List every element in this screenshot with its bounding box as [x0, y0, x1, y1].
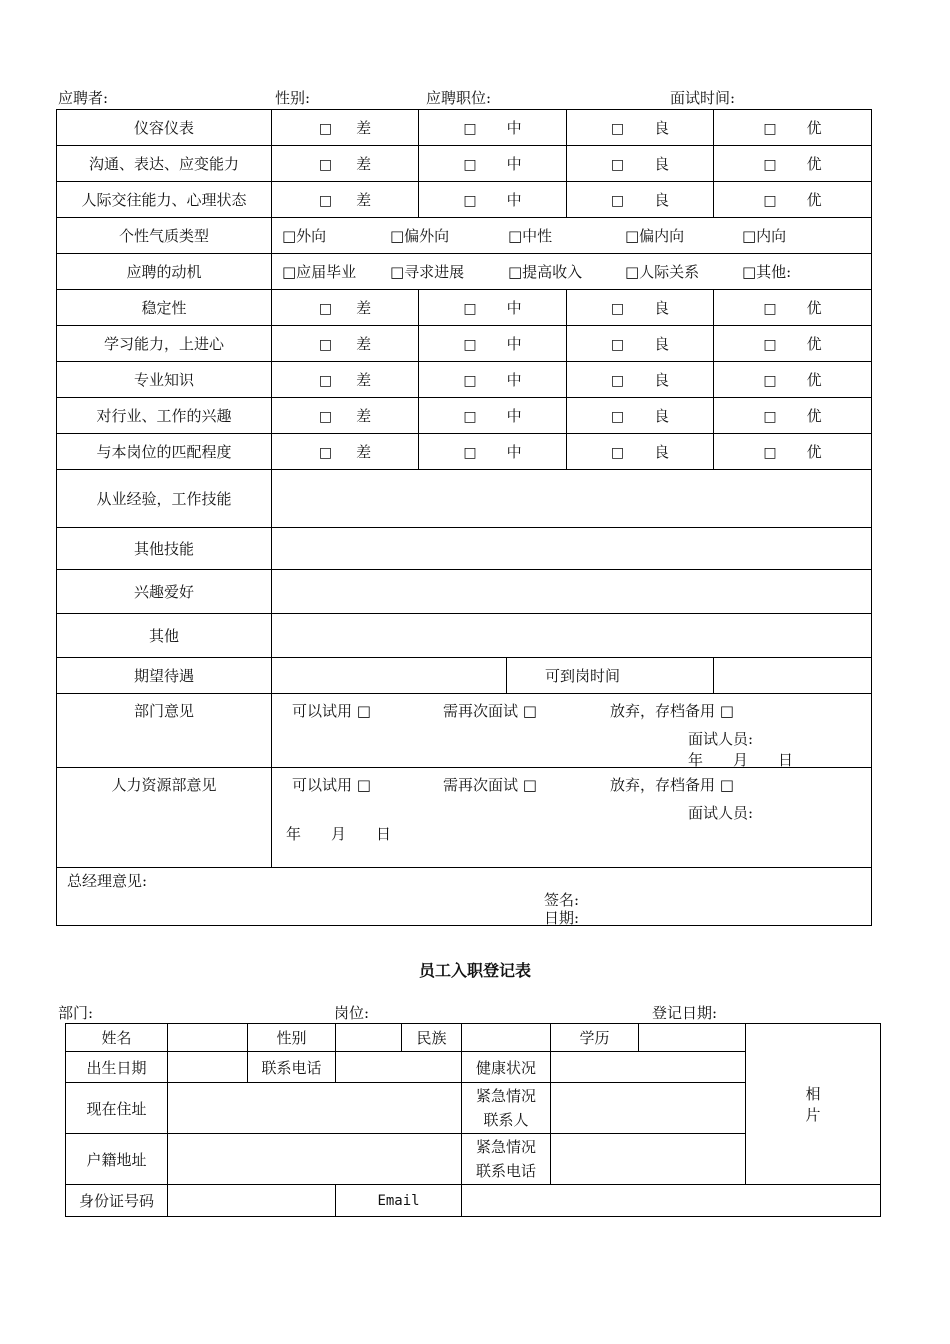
rating-option[interactable]: [714, 398, 872, 434]
rating-option[interactable]: [714, 290, 872, 326]
label-line: 联系人: [483, 1111, 529, 1129]
emergency-contact-field[interactable]: [551, 1083, 746, 1134]
experience-field[interactable]: [272, 470, 872, 528]
checkbox[interactable]: □: [463, 409, 477, 425]
row-label: 从业经验，工作技能: [57, 470, 272, 528]
ethnicity-label: 民族: [402, 1024, 462, 1052]
option[interactable]: □人际关系: [625, 263, 700, 281]
rating-option[interactable]: [419, 290, 567, 326]
name-field[interactable]: [168, 1024, 248, 1052]
dept-opinion-cell[interactable]: [272, 694, 872, 768]
checkbox[interactable]: □: [318, 445, 333, 461]
checkbox[interactable]: □: [318, 121, 333, 137]
hr-opinion-row: [57, 768, 872, 868]
rating-level: 差: [356, 371, 372, 389]
arrival-time-label: 可到岗时间: [507, 658, 714, 694]
hobbies-field[interactable]: [272, 570, 872, 614]
rating-level: 中: [506, 443, 522, 461]
checkbox[interactable]: □: [610, 301, 625, 317]
rating-level: 优: [806, 191, 822, 209]
onboarding-table: [65, 1023, 881, 1217]
rating-option[interactable]: [714, 182, 872, 218]
checkbox[interactable]: □: [763, 337, 777, 353]
rating-option[interactable]: [272, 434, 419, 470]
rating-option[interactable]: [714, 110, 872, 146]
arrival-time-field[interactable]: [714, 658, 872, 694]
archive-option[interactable]: 放弃，存档备用 □: [610, 702, 734, 720]
row-label: 个性气质类型: [57, 218, 272, 254]
interviewer-label: 面试人员:: [688, 804, 754, 822]
checkbox[interactable]: □: [463, 193, 477, 209]
rating-option[interactable]: [419, 326, 567, 362]
applicant-label: 应聘者:: [58, 89, 109, 107]
rating-row: [57, 110, 872, 146]
rating-level: 良: [654, 443, 670, 461]
expected-salary-field[interactable]: [272, 658, 507, 694]
rating-level: 良: [654, 191, 670, 209]
try-option[interactable]: 可以试用 □: [292, 702, 371, 720]
id-number-field[interactable]: [168, 1185, 336, 1217]
interview-evaluation-table: [56, 109, 872, 926]
rating-option[interactable]: [272, 182, 419, 218]
rating-level: 优: [806, 371, 822, 389]
checkbox[interactable]: □: [763, 193, 777, 209]
row-label: 人际交往能力、心理状态: [57, 182, 272, 218]
rating-level: 中: [506, 371, 522, 389]
rating-level: 优: [806, 299, 822, 317]
rating-option[interactable]: [419, 146, 567, 182]
health-label: 健康状况: [462, 1052, 551, 1083]
photo-label: 相: [805, 1085, 821, 1103]
label-line: 紧急情况: [476, 1087, 537, 1105]
checkbox[interactable]: □: [463, 121, 477, 137]
row-label: 应聘的动机: [57, 254, 272, 290]
rating-level: 优: [806, 407, 822, 425]
phone-field[interactable]: [336, 1052, 462, 1083]
photo-cell[interactable]: [746, 1024, 881, 1185]
checkbox[interactable]: □: [763, 445, 777, 461]
ethnicity-field[interactable]: [462, 1024, 551, 1052]
position-label: 应聘职位:: [426, 89, 492, 107]
rating-row: [57, 434, 872, 470]
rating-level: 良: [654, 371, 670, 389]
hr-opinion-cell[interactable]: [272, 768, 872, 868]
other-skills-row: [57, 528, 872, 570]
checkbox[interactable]: □: [763, 121, 777, 137]
rating-option[interactable]: [567, 182, 714, 218]
rating-level: 优: [806, 443, 822, 461]
signature-label: 签名:: [544, 891, 580, 909]
rating-level: 差: [356, 119, 372, 137]
option[interactable]: □偏内向: [625, 227, 685, 245]
checkbox[interactable]: □: [763, 409, 777, 425]
gender-label: 性别:: [275, 89, 311, 107]
row-label: 其他技能: [57, 528, 272, 570]
rating-level: 差: [356, 407, 372, 425]
birth-label: 出生日期: [66, 1052, 168, 1083]
email-label: Email: [336, 1185, 462, 1217]
rating-row: [57, 362, 872, 398]
row-label: 期望待遇: [57, 658, 272, 694]
date-label: 年 月 日: [286, 825, 392, 843]
rating-level: 中: [506, 407, 522, 425]
rating-row: [57, 398, 872, 434]
rating-level: 良: [654, 119, 670, 137]
option[interactable]: □外向: [282, 227, 327, 245]
emergency-contact-label: [462, 1083, 551, 1134]
checkbox[interactable]: □: [318, 409, 333, 425]
rating-level: 优: [806, 119, 822, 137]
gm-opinion-label: 总经理意见:: [67, 872, 148, 890]
row-label: 沟通、表达、应变能力: [57, 146, 272, 182]
education-label: 学历: [551, 1024, 639, 1052]
interviewer-label: 面试人员:: [688, 730, 754, 748]
name-label: 姓名: [66, 1024, 168, 1052]
try-option[interactable]: 可以试用 □: [292, 776, 371, 794]
other-field[interactable]: [272, 614, 872, 658]
gm-opinion-row: [57, 868, 872, 926]
rating-level: 良: [654, 155, 670, 173]
archive-option[interactable]: 放弃，存档备用 □: [610, 776, 734, 794]
address-label: 现在住址: [66, 1083, 168, 1134]
experience-row: [57, 470, 872, 528]
option[interactable]: □中性: [508, 227, 553, 245]
checkbox[interactable]: □: [463, 445, 477, 461]
emergency-phone-field[interactable]: [551, 1134, 746, 1185]
email-field[interactable]: [462, 1185, 881, 1217]
rating-option[interactable]: [419, 110, 567, 146]
gm-date-label: 日期:: [544, 909, 580, 926]
checkbox[interactable]: □: [610, 121, 625, 137]
expected-row: [57, 658, 872, 694]
rating-option[interactable]: [272, 290, 419, 326]
checkbox[interactable]: □: [318, 301, 333, 317]
reinterview-option[interactable]: 需再次面试 □: [443, 776, 537, 794]
date-label: 年 月 日: [688, 751, 794, 768]
motivation-row: [57, 254, 872, 290]
option[interactable]: □寻求进展: [390, 263, 465, 281]
row-label: 对行业、工作的兴趣: [57, 398, 272, 434]
checkbox[interactable]: □: [463, 157, 477, 173]
checkbox[interactable]: □: [610, 337, 625, 353]
post-label: 岗位:: [334, 1004, 370, 1022]
rating-row: [57, 182, 872, 218]
motivation-options[interactable]: [272, 254, 872, 290]
other-skills-field[interactable]: [272, 528, 872, 570]
label-line: 联系电话: [476, 1162, 537, 1180]
personality-options[interactable]: [272, 218, 872, 254]
rating-option[interactable]: [272, 398, 419, 434]
option[interactable]: □其他:: [742, 263, 792, 281]
row-label: 部门意见: [57, 694, 272, 768]
other-row: [57, 614, 872, 658]
rating-option[interactable]: [567, 110, 714, 146]
rating-option[interactable]: [272, 326, 419, 362]
rating-option[interactable]: [272, 146, 419, 182]
checkbox[interactable]: □: [463, 337, 477, 353]
rating-option[interactable]: [419, 434, 567, 470]
checkbox[interactable]: □: [318, 193, 333, 209]
reinterview-option[interactable]: 需再次面试 □: [443, 702, 537, 720]
health-field[interactable]: [551, 1052, 746, 1083]
rating-level: 良: [654, 407, 670, 425]
checkbox[interactable]: □: [318, 337, 333, 353]
checkbox[interactable]: □: [463, 301, 477, 317]
rating-row: [57, 146, 872, 182]
phone-label: 联系电话: [248, 1052, 336, 1083]
checkbox[interactable]: □: [610, 373, 625, 389]
rating-level: 良: [654, 335, 670, 353]
row-label: 稳定性: [57, 290, 272, 326]
option[interactable]: □应届毕业: [282, 263, 357, 281]
gender-field[interactable]: [336, 1024, 402, 1052]
rating-option[interactable]: [714, 434, 872, 470]
dept-label: 部门:: [58, 1004, 94, 1022]
hobbies-row: [57, 570, 872, 614]
rating-option[interactable]: [567, 326, 714, 362]
row-label: 人力资源部意见: [57, 768, 272, 868]
form-title: 员工入职登记表: [418, 961, 531, 980]
reg-date-label: 登记日期:: [652, 1004, 718, 1022]
option[interactable]: □提高收入: [508, 263, 583, 281]
rating-option[interactable]: [567, 398, 714, 434]
rating-level: 差: [356, 155, 372, 173]
emergency-phone-label: [462, 1134, 551, 1185]
personality-row: [57, 218, 872, 254]
checkbox[interactable]: □: [610, 445, 625, 461]
rating-option[interactable]: [714, 326, 872, 362]
row-label: 仪容仪表: [57, 110, 272, 146]
rating-level: 中: [506, 335, 522, 353]
row-label: 其他: [57, 614, 272, 658]
option[interactable]: □偏外向: [390, 227, 450, 245]
gender-label: 性别: [248, 1024, 336, 1052]
photo-label: 片: [805, 1106, 821, 1124]
education-field[interactable]: [639, 1024, 746, 1052]
checkbox[interactable]: □: [763, 157, 777, 173]
address-field[interactable]: [168, 1083, 462, 1134]
rating-option[interactable]: [567, 362, 714, 398]
rating-option[interactable]: [419, 398, 567, 434]
rating-level: 中: [506, 155, 522, 173]
row-label: 与本岗位的匹配程度: [57, 434, 272, 470]
checkbox[interactable]: □: [763, 301, 777, 317]
rating-level: 优: [806, 155, 822, 173]
rating-option[interactable]: [567, 290, 714, 326]
rating-option[interactable]: [419, 362, 567, 398]
gm-opinion-cell[interactable]: [57, 868, 872, 926]
checkbox[interactable]: □: [463, 373, 477, 389]
hukou-label: 户籍地址: [66, 1134, 168, 1185]
checkbox[interactable]: □: [318, 373, 333, 389]
rating-level: 中: [506, 191, 522, 209]
checkbox[interactable]: □: [318, 157, 333, 173]
rating-level: 差: [356, 299, 372, 317]
option[interactable]: □内向: [742, 227, 787, 245]
rating-level: 优: [806, 335, 822, 353]
rating-option[interactable]: [272, 362, 419, 398]
id-number-label: 身份证号码: [66, 1185, 168, 1217]
rating-option[interactable]: [567, 146, 714, 182]
row-label: 专业知识: [57, 362, 272, 398]
rating-row: [57, 290, 872, 326]
rating-level: 差: [356, 191, 372, 209]
rating-row: [57, 326, 872, 362]
rating-level: 良: [654, 299, 670, 317]
rating-option[interactable]: [714, 146, 872, 182]
interview-time-label: 面试时间:: [670, 89, 736, 107]
checkbox[interactable]: □: [610, 409, 625, 425]
rating-level: 差: [356, 443, 372, 461]
row-label: 兴趣爱好: [57, 570, 272, 614]
rating-level: 差: [356, 335, 372, 353]
rating-level: 中: [506, 119, 522, 137]
hukou-field[interactable]: [168, 1134, 462, 1185]
rating-option[interactable]: [567, 434, 714, 470]
rating-level: 中: [506, 299, 522, 317]
rating-option[interactable]: [714, 362, 872, 398]
rating-option[interactable]: [272, 110, 419, 146]
dept-opinion-row: [57, 694, 872, 768]
label-line: 紧急情况: [476, 1138, 537, 1156]
checkbox[interactable]: □: [610, 193, 625, 209]
checkbox[interactable]: □: [610, 157, 625, 173]
checkbox[interactable]: □: [763, 373, 777, 389]
birth-field[interactable]: [168, 1052, 248, 1083]
row-label: 学习能力，上进心: [57, 326, 272, 362]
rating-option[interactable]: [419, 182, 567, 218]
